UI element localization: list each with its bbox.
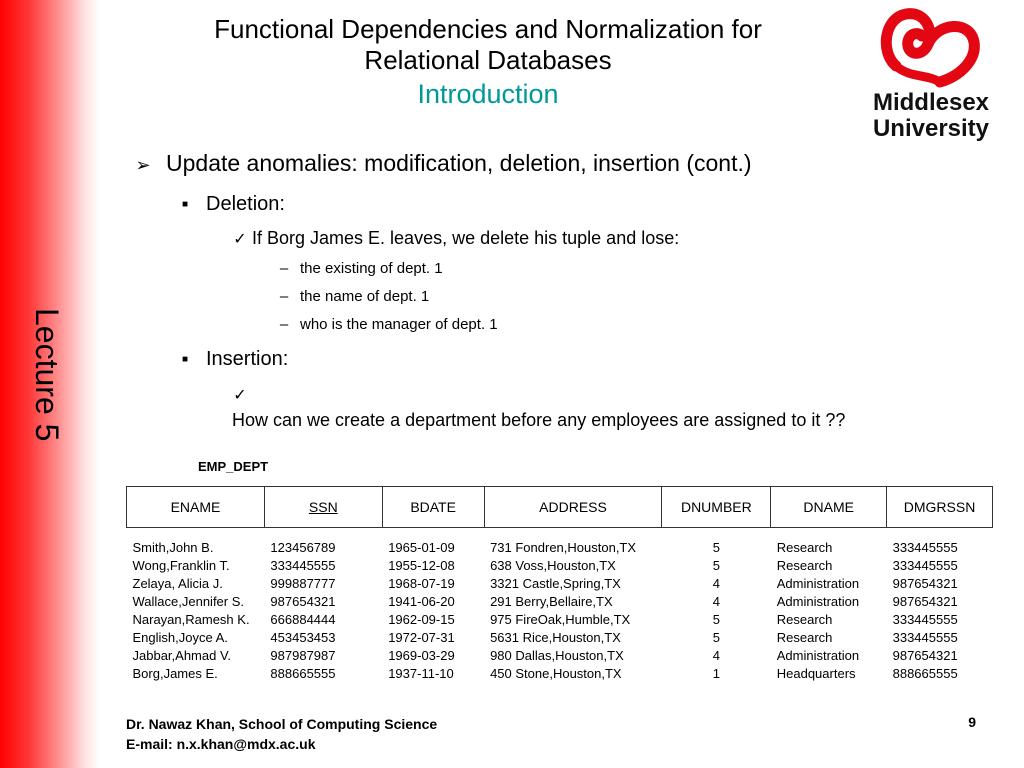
slide-subtitle: Introduction xyxy=(417,79,559,109)
table-cell: 1972-07-31 xyxy=(388,629,455,645)
table-cell: Research xyxy=(776,611,833,627)
table-header-row xyxy=(127,487,993,528)
footer-line-1: Dr. Nawaz Khan, School of Computing Science xyxy=(126,716,438,732)
dash-bullet-icon: – xyxy=(279,260,289,277)
table-cell: 333445555 xyxy=(892,539,958,555)
table-cell: 1941-06-20 xyxy=(388,593,455,609)
table-cell: 975 FireOak,Humble,TX xyxy=(490,611,631,627)
column-header-ssn: SSN xyxy=(264,487,382,528)
slide-title xyxy=(150,14,826,110)
table-cell: English,Joyce A. xyxy=(132,629,228,645)
table-cell: Headquarters xyxy=(776,665,856,681)
logo-line-2: University xyxy=(872,115,990,142)
column-header-ename: ENAME xyxy=(127,487,265,528)
table-row xyxy=(127,610,993,628)
table-caption: EMP_DEPT xyxy=(198,459,269,474)
table-cell: Wallace,Jennifer S. xyxy=(132,593,245,609)
table-cell: 291 Berry,Bellaire,TX xyxy=(490,593,613,609)
table-row xyxy=(127,628,993,646)
square-bullet-icon: ■ xyxy=(181,354,189,365)
table-cell: 1969-03-29 xyxy=(388,647,455,663)
table-cell: 5 xyxy=(712,611,720,627)
table-cell: 5 xyxy=(712,629,720,645)
check-bullet-icon: ✓ xyxy=(233,231,247,248)
bullet-deletion xyxy=(176,193,285,216)
table-cell: Jabbar,Ahmad V. xyxy=(132,647,232,663)
table-cell: 987654321 xyxy=(892,647,958,663)
table-cell: 999887777 xyxy=(270,575,336,591)
table-row xyxy=(127,664,993,682)
table-cell: Wong,Franklin T. xyxy=(132,557,230,573)
logo-wordmark xyxy=(866,90,996,142)
table-cell: 1965-01-09 xyxy=(388,539,455,555)
table-cell: Research xyxy=(776,629,833,645)
table-cell: 453453453 xyxy=(270,629,336,645)
table-cell: 4 xyxy=(712,647,720,663)
middlesex-logo-mark-icon xyxy=(876,4,986,88)
emp-dept-table xyxy=(126,486,993,682)
arrow-bullet-icon: ➢ xyxy=(135,155,151,175)
table-cell: 1968-07-19 xyxy=(388,575,455,591)
table-cell: Zelaya, Alicia J. xyxy=(132,575,223,591)
table-cell: 987654321 xyxy=(892,575,958,591)
bullet-lost-dept-existence xyxy=(276,260,443,277)
table-cell: 1962-09-15 xyxy=(388,611,455,627)
table-cell: 450 Stone,Houston,TX xyxy=(490,665,622,681)
table-cell: Narayan,Ramesh K. xyxy=(132,611,250,627)
table-cell: 888665555 xyxy=(892,665,958,681)
table-cell: 4 xyxy=(712,575,720,591)
dash-bullet-icon: – xyxy=(279,288,289,305)
table-cell: 3321 Castle,Spring,TX xyxy=(490,575,621,591)
title-line-1: Functional Dependencies and Normalization for xyxy=(214,14,762,44)
bullet-text: Update anomalies: modification, deletion, insertion (cont.) xyxy=(166,150,752,176)
table-cell: Research xyxy=(776,539,833,555)
column-header-dnumber: DNUMBER xyxy=(662,487,771,528)
column-header-address: ADDRESS xyxy=(484,487,662,528)
table-cell: 1 xyxy=(712,665,720,681)
table-cell: 4 xyxy=(712,593,720,609)
table-row xyxy=(127,592,993,610)
table-cell: 980 Dallas,Houston,TX xyxy=(490,647,624,663)
table-cell: Borg,James E. xyxy=(132,665,218,681)
bullet-text: Insertion: xyxy=(206,348,289,370)
table-cell: 1955-12-08 xyxy=(388,557,455,573)
table-row xyxy=(127,528,993,557)
university-logo xyxy=(866,4,996,144)
column-header-dmgrssn: DMGRSSN xyxy=(887,487,993,528)
title-line-2: Relational Databases xyxy=(364,45,612,75)
bullet-text: Deletion: xyxy=(206,193,285,215)
table-row xyxy=(127,646,993,664)
table-cell: Administration xyxy=(776,593,860,609)
bullet-text: who is the manager of dept. 1 xyxy=(300,316,498,333)
table-cell: Administration xyxy=(776,575,860,591)
table-cell: 987654321 xyxy=(270,593,336,609)
bullet-deletion-consequence xyxy=(232,228,679,249)
bullet-update-anomalies xyxy=(128,150,752,177)
bullet-text: If Borg James E. leaves, we delete his tuple and lose: xyxy=(252,228,680,248)
bullet-text: the existing of dept. 1 xyxy=(300,260,443,277)
table-cell: Smith,John B. xyxy=(132,539,214,555)
footer-line-2: E-mail: n.x.khan@mdx.ac.uk xyxy=(126,736,316,752)
table-cell: 5 xyxy=(712,539,720,555)
check-bullet-icon: ✓ xyxy=(233,387,247,404)
table-cell: 987654321 xyxy=(892,593,958,609)
table-cell: 333445555 xyxy=(892,611,958,627)
table-cell: 5631 Rice,Houston,TX xyxy=(490,629,621,645)
table-row xyxy=(127,556,993,574)
table-cell: 638 Voss,Houston,TX xyxy=(490,557,616,573)
bullet-text: the name of dept. 1 xyxy=(300,288,430,305)
table-cell: 123456789 xyxy=(270,539,336,555)
table-cell: Research xyxy=(776,557,833,573)
table-cell: 333445555 xyxy=(270,557,336,573)
bullet-lost-dept-name xyxy=(276,288,429,305)
bullet-insertion xyxy=(176,348,288,371)
bullet-insertion-question xyxy=(232,382,950,432)
table-cell: 333445555 xyxy=(892,629,958,645)
table-cell: 1937-11-10 xyxy=(388,665,454,681)
page-number: 9 xyxy=(968,714,976,730)
table-row xyxy=(127,574,993,592)
table-cell: 333445555 xyxy=(892,557,958,573)
table-cell: Administration xyxy=(776,647,860,663)
bullet-text: How can we create a department before any employees are assigned to it ?? xyxy=(232,410,846,430)
table-cell: 5 xyxy=(712,557,720,573)
table-body xyxy=(127,528,993,683)
dash-bullet-icon: – xyxy=(279,316,289,333)
table-cell: 987987987 xyxy=(270,647,336,663)
table-cell: 888665555 xyxy=(270,665,336,681)
table-cell: 731 Fondren,Houston,TX xyxy=(490,539,637,555)
bullet-lost-dept-manager xyxy=(276,316,498,333)
table-cell: 666884444 xyxy=(270,611,336,627)
footer-author xyxy=(126,714,437,754)
column-header-dname: DNAME xyxy=(771,487,887,528)
lecture-label: Lecture 5 xyxy=(29,308,65,442)
square-bullet-icon: ■ xyxy=(181,199,189,210)
logo-line-1: Middlesex xyxy=(872,89,990,116)
column-header-bdate: BDATE xyxy=(382,487,484,528)
